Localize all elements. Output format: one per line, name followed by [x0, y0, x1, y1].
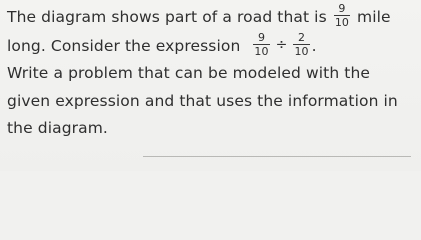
problem-line-3: Write a problem that can be modeled with the	[7, 64, 371, 82]
division-sign: ÷	[275, 36, 288, 53]
problem-text: long. Consider the expression	[7, 37, 241, 55]
fraction-numerator: 9	[257, 31, 266, 44]
problem-text: mile	[357, 8, 391, 26]
expression-period: .	[311, 37, 317, 55]
fraction-numerator: 9	[338, 2, 346, 15]
road-length-fraction	[334, 3, 350, 28]
fraction-denominator: 10	[334, 16, 350, 29]
answer-line	[143, 156, 411, 157]
fraction-numerator: 2	[298, 31, 306, 44]
problem-text: The diagram shows part of a road that is	[7, 8, 327, 26]
fraction-denominator: 10	[294, 45, 309, 58]
expression-divisor-fraction	[293, 32, 309, 57]
problem-line-1	[7, 2, 391, 30]
fraction-denominator: 10	[254, 45, 269, 58]
expression-dividend-fraction	[253, 32, 269, 57]
problem-line-2	[7, 31, 317, 59]
problem-line-4: given expression and that uses the information in	[7, 92, 398, 110]
problem-line-5: the diagram.	[7, 119, 108, 137]
